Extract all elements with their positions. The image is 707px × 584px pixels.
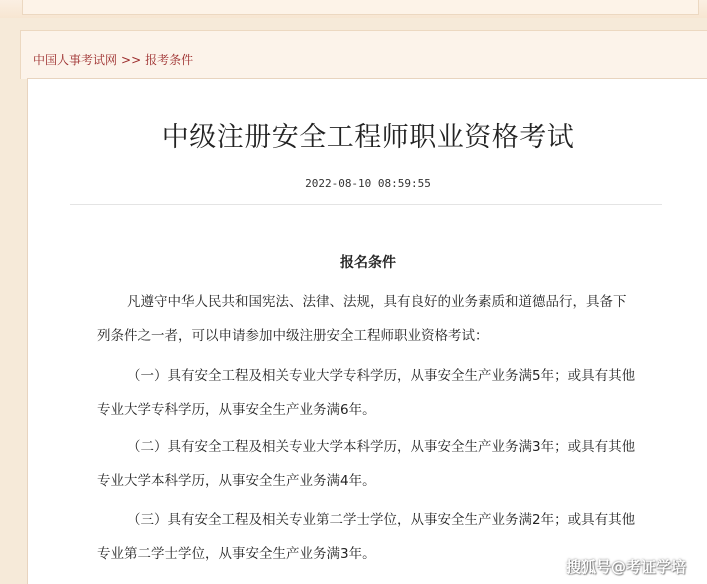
paragraph-text: （二）具有安全工程及相关专业大学本科学历，从事安全生产业务满3年；或具有其他专业大学本科学历，从事安全生产业务满4年。 xyxy=(97,439,636,489)
title-divider xyxy=(70,204,662,205)
breadcrumb-current-link[interactable]: 报考条件 xyxy=(145,53,194,67)
breadcrumb-home-link[interactable]: 中国人事考试网 xyxy=(33,53,118,67)
article-date: 2022-08-10 08:59:55 xyxy=(305,177,431,190)
paragraph-text: （三）具有安全工程及相关专业第二学士学位，从事安全生产业务满2年；或具有其他专业第二学士学位，从事安全生产业务满3年。 xyxy=(97,512,636,562)
breadcrumb xyxy=(33,51,193,68)
breadcrumb-separator: >> xyxy=(121,53,142,67)
top-decor-panel xyxy=(22,0,699,15)
paragraph-text: 凡遵守中华人民共和国宪法、法律、法规，具有良好的业务素质和道德品行，具备下列条件之一者，可以申请参加中级注册安全工程师职业资格考试： xyxy=(97,294,627,344)
breadcrumb-bar xyxy=(20,30,707,79)
article-title: 中级注册安全工程师职业资格考试 xyxy=(161,122,575,153)
section-heading: 报名条件 xyxy=(340,255,396,271)
article-paragraph xyxy=(97,359,637,427)
article-paragraph xyxy=(97,285,637,353)
paragraph-text: （一）具有安全工程及相关专业大学专科学历，从事安全生产业务满5年；或具有其他专业大学专科学历，从事安全生产业务满6年。 xyxy=(97,368,636,418)
watermark: 搜狐号@考证学培 xyxy=(566,558,687,576)
article-paragraph xyxy=(97,503,637,571)
article-card xyxy=(27,78,707,584)
top-decor-strip xyxy=(0,0,707,18)
article-paragraph xyxy=(97,430,637,498)
